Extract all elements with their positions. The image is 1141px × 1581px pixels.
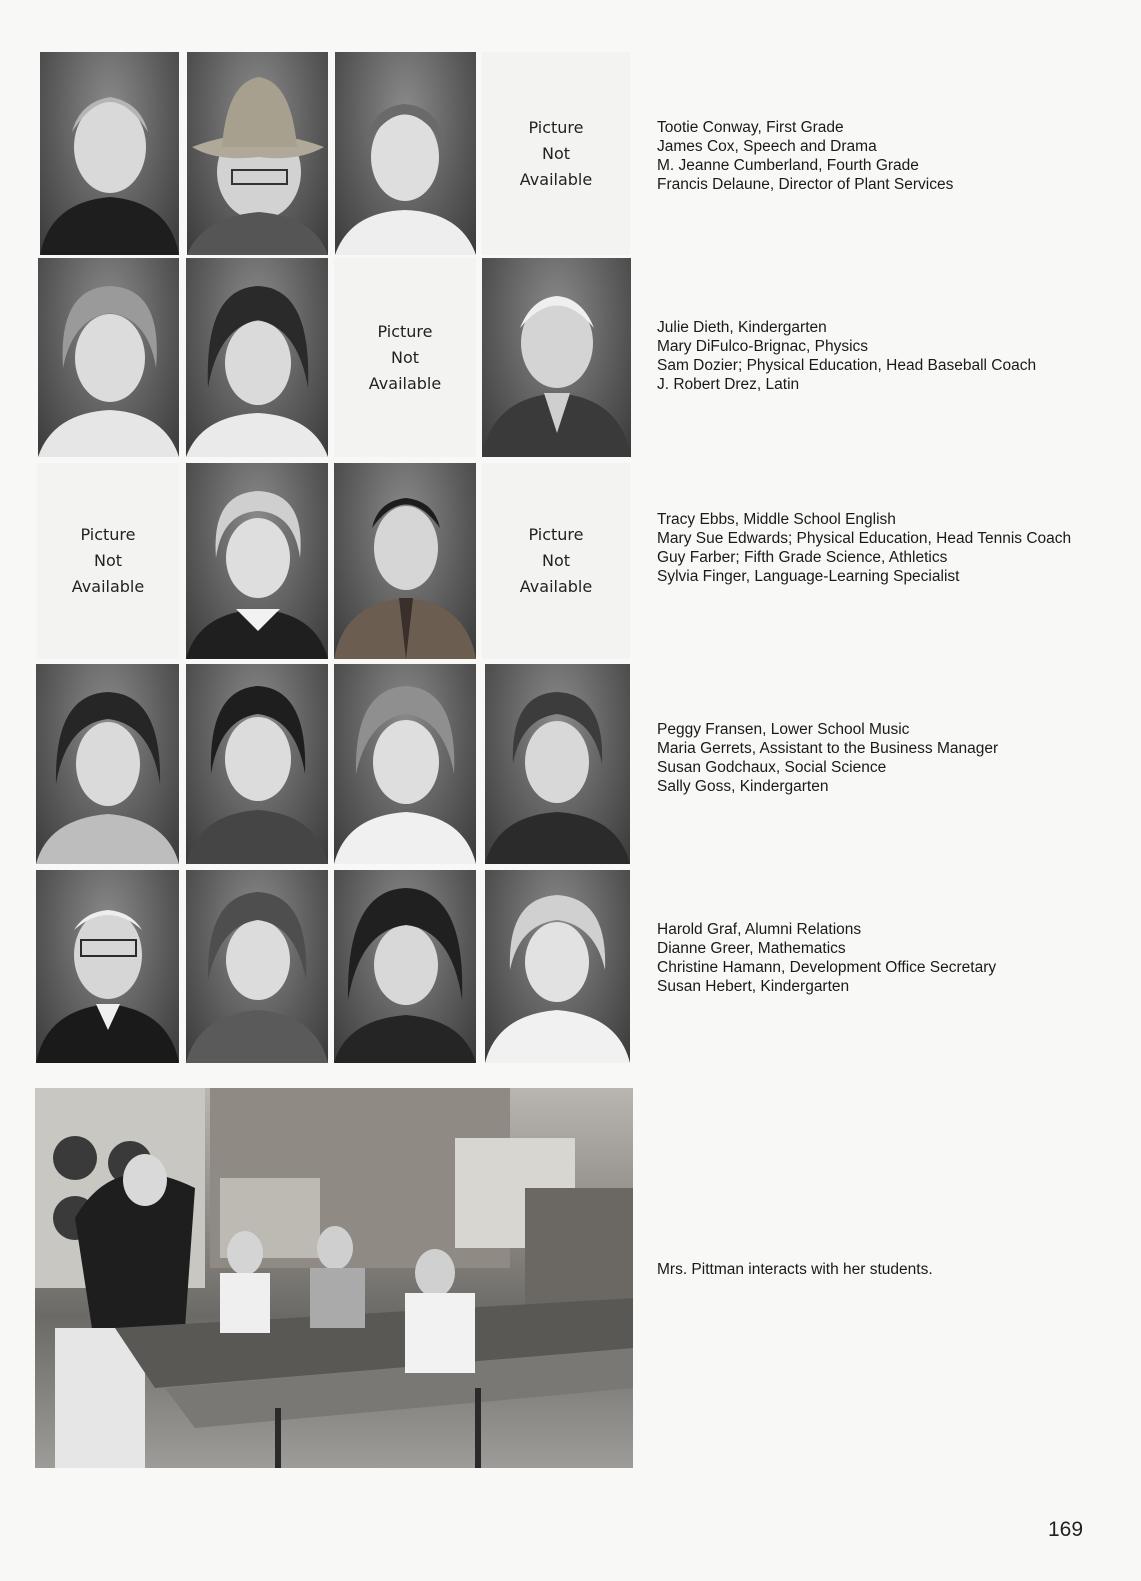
portrait-mary-sue-edwards: [186, 463, 328, 659]
caption-line: Tracy Ebbs, Middle School English: [657, 511, 896, 528]
picture-not-available-text: Picture Not Available: [368, 321, 442, 393]
caption-line: Tootie Conway, First Grade: [657, 119, 844, 136]
caption-line: Mary Sue Edwards; Physical Education, Head Tennis Coach: [657, 530, 1072, 547]
classroom-caption: Mrs. Pittman interacts with her students.: [657, 1261, 933, 1278]
caption-line: Julie Dieth, Kindergarten: [657, 319, 827, 336]
caption-row-4: [657, 720, 1087, 796]
caption-line: Dianne Greer, Mathematics: [657, 940, 846, 957]
caption-line: Maria Gerrets, Assistant to the Business Manager: [657, 740, 999, 757]
caption-line: J. Robert Drez, Latin: [657, 376, 800, 393]
portrait-susan-hebert: [485, 870, 630, 1063]
caption-line: Sally Goss, Kindergarten: [657, 778, 829, 795]
portrait-james-cox: [187, 52, 328, 255]
classroom-photo: [35, 1088, 633, 1468]
caption-line: Francis Delaune, Director of Plant Services: [657, 176, 954, 193]
portrait-christine-hamann: [334, 870, 476, 1063]
picture-not-available-text: Picture Not Available: [519, 117, 593, 189]
portrait-tootie-conway: [40, 52, 179, 255]
caption-line: Harold Graf, Alumni Relations: [657, 921, 862, 938]
page-number: 169: [1048, 1518, 1084, 1541]
picture-not-available-text: Picture Not Available: [519, 525, 593, 596]
portrait-harold-graf: [36, 870, 179, 1063]
caption-line: Guy Farber; Fifth Grade Science, Athletics: [657, 549, 948, 566]
portrait-guy-farber: [334, 463, 476, 659]
caption-row-5: [657, 920, 1087, 996]
caption-line: Sylvia Finger, Language-Learning Specialist: [657, 568, 960, 585]
picture-not-available-1: [482, 52, 630, 255]
caption-line: Susan Godchaux, Social Science: [657, 759, 887, 776]
portrait-robert-drez: [482, 258, 631, 457]
portrait-mary-difulco-brignac: [186, 258, 328, 457]
portrait-peggy-fransen: [36, 664, 179, 864]
picture-not-available-2: [334, 258, 476, 457]
picture-not-available-4: [482, 463, 630, 659]
picture-not-available-3: [37, 463, 179, 659]
caption-line: M. Jeanne Cumberland, Fourth Grade: [657, 157, 919, 174]
caption-line: Christine Hamann, Development Office Secretary: [657, 959, 997, 976]
portrait-sally-goss: [485, 664, 630, 864]
caption-line: Sam Dozier; Physical Education, Head Baseball Coach: [657, 357, 1037, 374]
caption-line: Mary DiFulco-Brignac, Physics: [657, 338, 869, 355]
caption-row-2: [657, 318, 1087, 394]
portrait-julie-dieth: [38, 258, 179, 457]
caption-row-3: [657, 510, 1087, 586]
portrait-maria-gerrets: [186, 664, 328, 864]
caption-line: Susan Hebert, Kindergarten: [657, 978, 850, 995]
picture-not-available-text: Picture Not Available: [71, 525, 145, 596]
caption-line: James Cox, Speech and Drama: [657, 138, 877, 155]
portrait-susan-godchaux: [334, 664, 476, 864]
caption-line: Peggy Fransen, Lower School Music: [657, 721, 910, 738]
caption-row-1: [657, 118, 1087, 194]
portrait-jeanne-cumberland: [335, 52, 476, 255]
portrait-dianne-greer: [186, 870, 328, 1063]
